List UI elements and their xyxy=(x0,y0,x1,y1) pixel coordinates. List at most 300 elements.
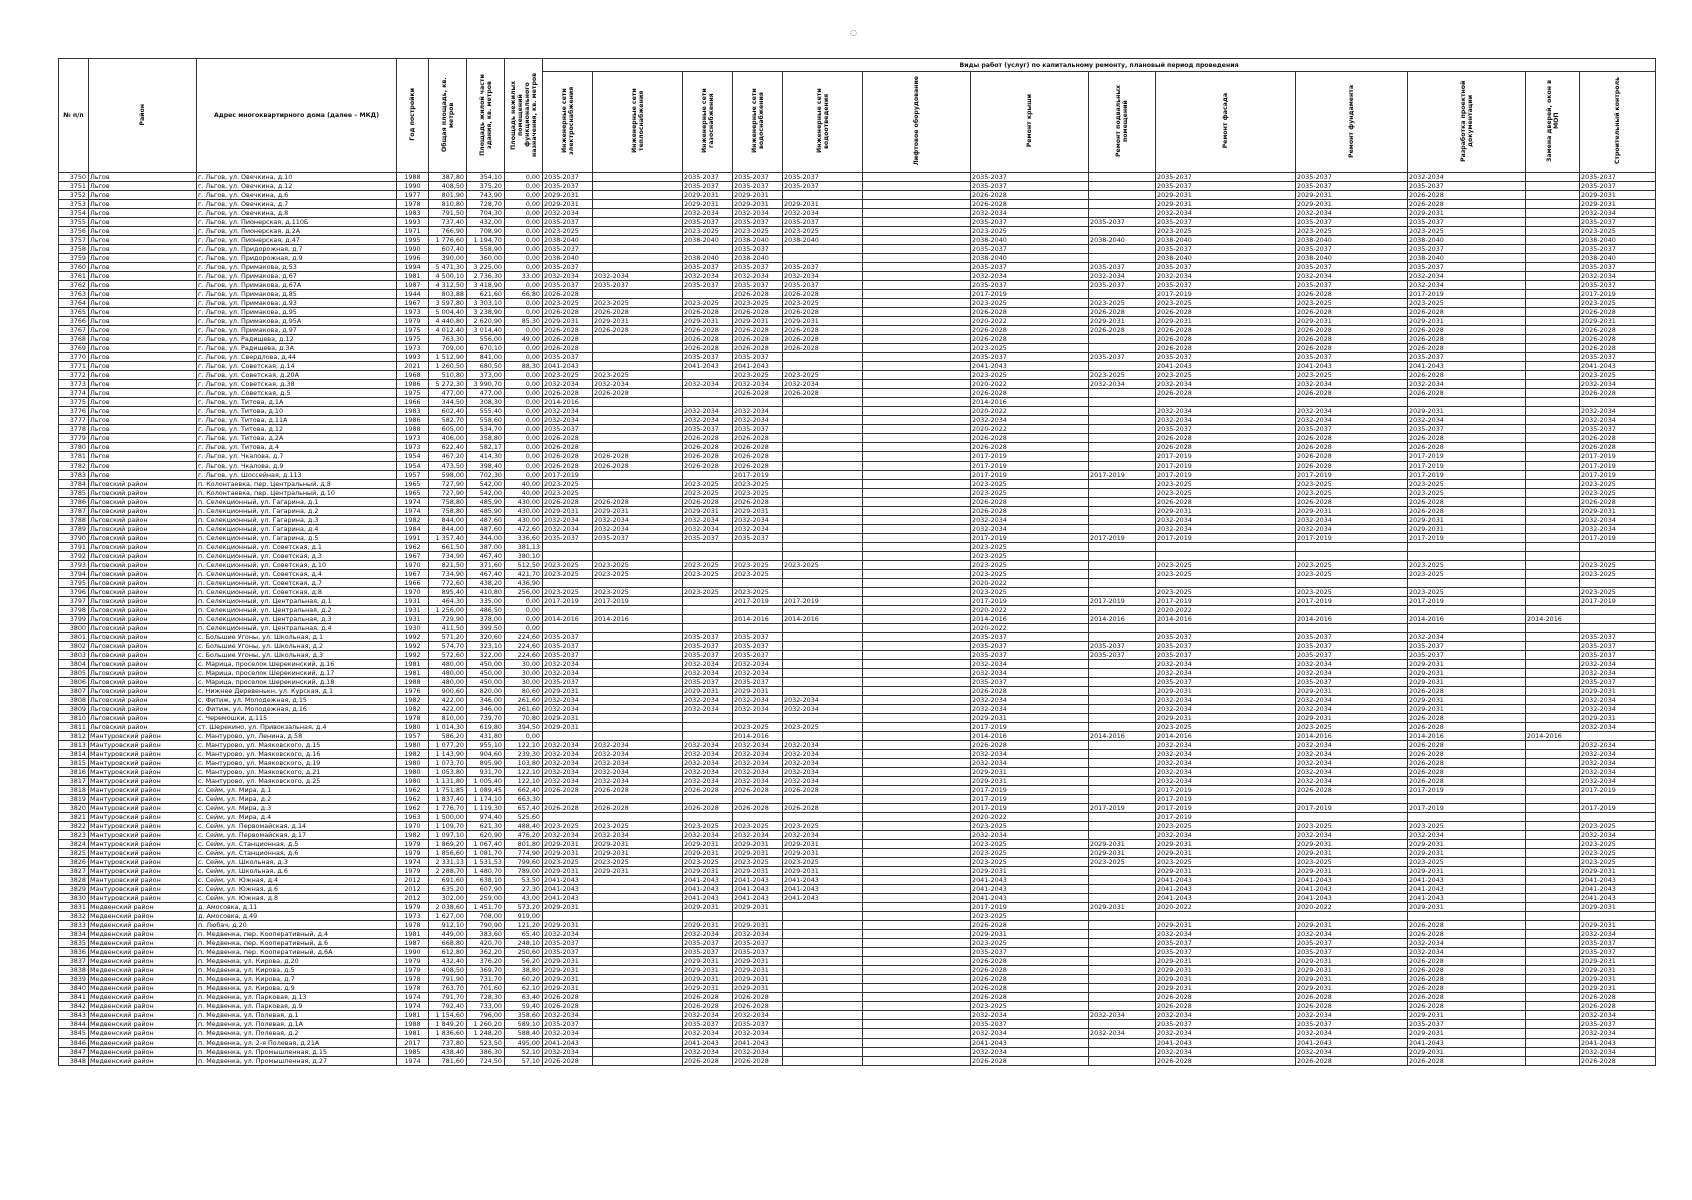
cell-total-area: 727,90 xyxy=(429,488,467,497)
cell-heating xyxy=(593,1020,683,1029)
cell-electric: 2029-2031 xyxy=(543,957,593,966)
cell-address: с. Нижнее Деревенькн, ул. Курская, д.1 xyxy=(197,686,397,695)
cell-elevator xyxy=(863,596,971,605)
cell-facade: 2032-2034 xyxy=(1156,704,1296,713)
cell-electric: 2041-2043 xyxy=(543,885,593,894)
cell-facade: 2017-2019 xyxy=(1156,786,1296,795)
cell-gas xyxy=(683,731,733,740)
cell-nonres-area: 121,20 xyxy=(505,921,543,930)
cell-sewerage: 2029-2031 xyxy=(783,200,863,209)
cell-address: с. Сейм, ул. Первомайская, д.17 xyxy=(197,831,397,840)
cell-num: 3754 xyxy=(59,209,89,218)
cell-nonres-area: 512,50 xyxy=(505,560,543,569)
table-row xyxy=(59,623,1656,632)
cell-water: 2035-2037 xyxy=(733,173,783,182)
cell-construction-control: 2035-2037 xyxy=(1580,677,1656,686)
cell-design-docs: 2032-2034 xyxy=(1408,939,1526,948)
cell-district: Льговский район xyxy=(89,632,197,641)
cell-water: 2023-2025 xyxy=(733,587,783,596)
cell-roof: 2035-2037 xyxy=(971,650,1089,659)
cell-num: 3805 xyxy=(59,668,89,677)
cell-electric: 2035-2037 xyxy=(543,263,593,272)
cell-water: 2032-2034 xyxy=(733,524,783,533)
cell-foundation: 2023-2025 xyxy=(1296,227,1408,236)
cell-heating xyxy=(593,209,683,218)
cell-electric: 2026-2028 xyxy=(543,804,593,813)
cell-num: 3752 xyxy=(59,191,89,200)
cell-roof: 2029-2031 xyxy=(971,930,1089,939)
cell-living-area: 1 248,20 xyxy=(467,1029,505,1038)
cell-sewerage: 2029-2031 xyxy=(783,840,863,849)
cell-address: п. Медвенка, ул. Полевая, д.1 xyxy=(197,1011,397,1020)
cell-water: 2041-2043 xyxy=(733,1038,783,1047)
table-row xyxy=(59,858,1656,867)
cell-sewerage: 2038-2040 xyxy=(783,236,863,245)
cell-gas: 2023-2025 xyxy=(683,569,733,578)
cell-electric: 2032-2034 xyxy=(543,272,593,281)
cell-heating: 2032-2034 xyxy=(593,524,683,533)
cell-year: 1984 xyxy=(397,524,429,533)
cell-heating: 2029-2031 xyxy=(593,506,683,515)
cell-foundation: 2035-2037 xyxy=(1296,218,1408,227)
cell-district: Медвенский район xyxy=(89,1020,197,1029)
cell-water: 2026-2028 xyxy=(733,1056,783,1065)
cell-elevator xyxy=(863,921,971,930)
cell-living-area: 360,00 xyxy=(467,254,505,263)
cell-water: 2023-2025 xyxy=(733,227,783,236)
cell-basement: 2023-2025 xyxy=(1089,858,1156,867)
cell-sewerage: 2017-2019 xyxy=(783,596,863,605)
cell-doors-windows xyxy=(1526,768,1580,777)
cell-year: 1962 xyxy=(397,786,429,795)
cell-roof: 2026-2028 xyxy=(971,308,1089,317)
cell-gas: 2035-2037 xyxy=(683,425,733,434)
cell-year: 1968 xyxy=(397,371,429,380)
cell-elevator xyxy=(863,227,971,236)
header-work-3: Инженерные сети водоснабжения xyxy=(733,72,783,173)
cell-electric: 2026-2028 xyxy=(543,1056,593,1065)
cell-living-area: 373,00 xyxy=(467,371,505,380)
cell-doors-windows xyxy=(1526,759,1580,768)
cell-roof: 2029-2031 xyxy=(971,713,1089,722)
table-row xyxy=(59,362,1656,371)
cell-roof: 2023-2025 xyxy=(971,912,1089,921)
cell-electric: 2026-2028 xyxy=(543,344,593,353)
cell-heating xyxy=(593,362,683,371)
cell-total-area: 763,30 xyxy=(429,335,467,344)
cell-district: Мантуровский район xyxy=(89,777,197,786)
cell-construction-control: 2035-2037 xyxy=(1580,218,1656,227)
cell-district: Мантуровский район xyxy=(89,786,197,795)
cell-total-area: 473,50 xyxy=(429,461,467,470)
cell-gas: 2026-2028 xyxy=(683,434,733,443)
cell-water: 2035-2037 xyxy=(733,632,783,641)
cell-doors-windows xyxy=(1526,425,1580,434)
cell-num: 3774 xyxy=(59,389,89,398)
table-row xyxy=(59,993,1656,1002)
cell-year: 1980 xyxy=(397,740,429,749)
table-row xyxy=(59,569,1656,578)
cell-heating: 2032-2034 xyxy=(593,380,683,389)
cell-address: п. Селекционный, ул. Советская, д.3 xyxy=(197,551,397,560)
cell-basement xyxy=(1089,587,1156,596)
cell-facade: 2026-2028 xyxy=(1156,335,1296,344)
cell-facade: 2023-2025 xyxy=(1156,560,1296,569)
cell-water: 2032-2034 xyxy=(733,668,783,677)
cell-basement xyxy=(1089,659,1156,668)
cell-district: Медвенский район xyxy=(89,912,197,921)
cell-district: Мантуровский район xyxy=(89,804,197,813)
cell-elevator xyxy=(863,713,971,722)
cell-living-area: 708,00 xyxy=(467,912,505,921)
cell-design-docs: 2017-2019 xyxy=(1408,804,1526,813)
cell-doors-windows xyxy=(1526,326,1580,335)
cell-roof: 2014-2016 xyxy=(971,614,1089,623)
cell-nonres-area: 336,60 xyxy=(505,533,543,542)
cell-heating xyxy=(593,912,683,921)
cell-roof: 2026-2028 xyxy=(971,1056,1089,1065)
cell-heating: 2029-2031 xyxy=(593,317,683,326)
cell-construction-control: 2026-2028 xyxy=(1580,1056,1656,1065)
cell-water: 2029-2031 xyxy=(733,191,783,200)
cell-gas: 2029-2031 xyxy=(683,686,733,695)
cell-total-area: 737,80 xyxy=(429,1038,467,1047)
cell-doors-windows xyxy=(1526,1056,1580,1065)
cell-roof: 2026-2028 xyxy=(971,957,1089,966)
cell-water xyxy=(733,795,783,804)
cell-address: п. Селекционный, ул. Гагарина, д.5 xyxy=(197,533,397,542)
cell-electric: 2029-2031 xyxy=(543,867,593,876)
cell-facade: 2041-2043 xyxy=(1156,362,1296,371)
cell-sewerage xyxy=(783,813,863,822)
cell-gas: 2035-2037 xyxy=(683,281,733,290)
cell-facade: 2032-2034 xyxy=(1156,659,1296,668)
cell-water: 2035-2037 xyxy=(733,677,783,686)
cell-year: 1963 xyxy=(397,813,429,822)
cell-district: Льговский район xyxy=(89,497,197,506)
cell-doors-windows xyxy=(1526,389,1580,398)
cell-year: 1957 xyxy=(397,470,429,479)
cell-design-docs xyxy=(1408,912,1526,921)
cell-year: 1974 xyxy=(397,1002,429,1011)
cell-total-area: 1 260,50 xyxy=(429,362,467,371)
cell-district: Медвенский район xyxy=(89,993,197,1002)
cell-doors-windows: 2014-2016 xyxy=(1526,731,1580,740)
cell-sewerage xyxy=(783,470,863,479)
cell-electric: 2032-2034 xyxy=(543,407,593,416)
cell-heating xyxy=(593,488,683,497)
cell-electric: 2026-2028 xyxy=(543,443,593,452)
cell-total-area: 844,00 xyxy=(429,515,467,524)
cell-facade: 2026-2028 xyxy=(1156,326,1296,335)
cell-water xyxy=(733,398,783,407)
cell-living-area: 534,70 xyxy=(467,425,505,434)
cell-gas: 2029-2031 xyxy=(683,849,733,858)
cell-water: 2032-2034 xyxy=(733,1011,783,1020)
cell-num: 3755 xyxy=(59,218,89,227)
cell-num: 3841 xyxy=(59,993,89,1002)
cell-elevator xyxy=(863,930,971,939)
cell-num: 3750 xyxy=(59,173,89,182)
cell-water: 2032-2034 xyxy=(733,209,783,218)
cell-basement xyxy=(1089,605,1156,614)
cell-elevator xyxy=(863,722,971,731)
cell-num: 3826 xyxy=(59,858,89,867)
cell-electric: 2023-2025 xyxy=(543,822,593,831)
cell-num: 3827 xyxy=(59,867,89,876)
table-row xyxy=(59,587,1656,596)
cell-district: Льгов xyxy=(89,182,197,191)
cell-elevator xyxy=(863,173,971,182)
cell-heating xyxy=(593,993,683,1002)
cell-heating: 2032-2034 xyxy=(593,750,683,759)
cell-heating xyxy=(593,551,683,560)
cell-gas: 2029-2031 xyxy=(683,840,733,849)
cell-gas: 2029-2031 xyxy=(683,966,733,975)
cell-design-docs: 2026-2028 xyxy=(1408,1002,1526,1011)
cell-roof: 2026-2028 xyxy=(971,921,1089,930)
cell-elevator xyxy=(863,957,971,966)
cell-heating: 2032-2034 xyxy=(593,272,683,281)
cell-design-docs: 2026-2028 xyxy=(1408,722,1526,731)
cell-elevator xyxy=(863,542,971,551)
cell-facade: 2032-2034 xyxy=(1156,524,1296,533)
table-row xyxy=(59,822,1656,831)
table-row xyxy=(59,371,1656,380)
cell-electric: 2032-2034 xyxy=(543,659,593,668)
cell-basement xyxy=(1089,443,1156,452)
cell-district: Льгов xyxy=(89,425,197,434)
cell-design-docs: 2035-2037 xyxy=(1408,641,1526,650)
cell-gas: 2026-2028 xyxy=(683,804,733,813)
cell-doors-windows xyxy=(1526,596,1580,605)
cell-district: Мантуровский район xyxy=(89,894,197,903)
cell-nonres-area: 0,00 xyxy=(505,380,543,389)
cell-nonres-area: 65,40 xyxy=(505,930,543,939)
cell-heating xyxy=(593,1047,683,1056)
cell-heating xyxy=(593,398,683,407)
cell-foundation: 2035-2037 xyxy=(1296,939,1408,948)
cell-nonres-area: 799,60 xyxy=(505,858,543,867)
cell-year: 1967 xyxy=(397,551,429,560)
cell-electric: 2023-2025 xyxy=(543,587,593,596)
cell-facade: 2029-2031 xyxy=(1156,984,1296,993)
cell-gas: 2026-2028 xyxy=(683,443,733,452)
cell-design-docs: 2023-2025 xyxy=(1408,858,1526,867)
cell-water xyxy=(733,605,783,614)
cell-nonres-area: 0,00 xyxy=(505,623,543,632)
cell-living-area: 387,00 xyxy=(467,542,505,551)
cell-address: с. Марица, проселок Шерекинский, д.17 xyxy=(197,668,397,677)
cell-total-area: 1 357,40 xyxy=(429,533,467,542)
cell-basement: 2032-2034 xyxy=(1089,272,1156,281)
cell-living-area: 558,60 xyxy=(467,416,505,425)
cell-total-area: 510,80 xyxy=(429,371,467,380)
cell-heating: 2023-2025 xyxy=(593,858,683,867)
cell-basement xyxy=(1089,290,1156,299)
cell-design-docs: 2032-2034 xyxy=(1408,281,1526,290)
cell-address: с. Сейм, ул. Школьная, д.6 xyxy=(197,867,397,876)
cell-basement: 2029-2031 xyxy=(1089,849,1156,858)
cell-doors-windows xyxy=(1526,191,1580,200)
cell-elevator xyxy=(863,831,971,840)
cell-sewerage xyxy=(783,1029,863,1038)
cell-foundation: 2014-2016 xyxy=(1296,614,1408,623)
cell-total-area: 1 776,70 xyxy=(429,804,467,813)
cell-construction-control: 2038-2040 xyxy=(1580,236,1656,245)
cell-roof: 2023-2025 xyxy=(971,371,1089,380)
cell-elevator xyxy=(863,777,971,786)
cell-basement xyxy=(1089,740,1156,749)
cell-district: Льгов xyxy=(89,200,197,209)
cell-total-area: 387,80 xyxy=(429,173,467,182)
table-row xyxy=(59,380,1656,389)
cell-address: с. Большие Угоны, ул. Школьная, д.2 xyxy=(197,641,397,650)
cell-nonres-area: 40,00 xyxy=(505,488,543,497)
cell-gas: 2032-2034 xyxy=(683,740,733,749)
header-work-6: Ремонт крыши xyxy=(971,72,1089,173)
cell-electric xyxy=(543,731,593,740)
cell-nonres-area: 0,00 xyxy=(505,434,543,443)
cell-construction-control: 2029-2031 xyxy=(1580,713,1656,722)
cell-sewerage xyxy=(783,641,863,650)
cell-doors-windows xyxy=(1526,218,1580,227)
cell-elevator xyxy=(863,425,971,434)
cell-elevator xyxy=(863,263,971,272)
cell-construction-control: 2041-2043 xyxy=(1580,876,1656,885)
cell-sewerage: 2032-2034 xyxy=(783,759,863,768)
cell-gas: 2032-2034 xyxy=(683,209,733,218)
cell-electric: 2023-2025 xyxy=(543,299,593,308)
table-row xyxy=(59,1020,1656,1029)
cell-district: Льгов xyxy=(89,236,197,245)
cell-construction-control: 2035-2037 xyxy=(1580,948,1656,957)
cell-total-area: 844,00 xyxy=(429,524,467,533)
cell-water: 2035-2037 xyxy=(733,245,783,254)
cell-electric: 2032-2034 xyxy=(543,209,593,218)
cell-heating: 2032-2034 xyxy=(593,768,683,777)
cell-basement xyxy=(1089,245,1156,254)
cell-living-area: 477,00 xyxy=(467,389,505,398)
cell-year: 1982 xyxy=(397,750,429,759)
cell-elevator xyxy=(863,740,971,749)
cell-nonres-area: 63,40 xyxy=(505,993,543,1002)
cell-gas xyxy=(683,713,733,722)
cell-design-docs: 2029-2031 xyxy=(1408,407,1526,416)
cell-roof: 2023-2025 xyxy=(971,299,1089,308)
cell-total-area: 574,70 xyxy=(429,641,467,650)
cell-sewerage xyxy=(783,245,863,254)
cell-basement: 2032-2034 xyxy=(1089,1029,1156,1038)
table-row xyxy=(59,840,1656,849)
cell-doors-windows xyxy=(1526,686,1580,695)
table-row xyxy=(59,740,1656,749)
cell-num: 3834 xyxy=(59,930,89,939)
cell-design-docs: 2029-2031 xyxy=(1408,903,1526,912)
cell-electric: 2032-2034 xyxy=(543,831,593,840)
cell-year: 1982 xyxy=(397,695,429,704)
cell-nonres-area: 256,00 xyxy=(505,587,543,596)
cell-total-area: 422,00 xyxy=(429,704,467,713)
cell-electric: 2032-2034 xyxy=(543,524,593,533)
cell-doors-windows xyxy=(1526,867,1580,876)
cell-electric: 2041-2043 xyxy=(543,1038,593,1047)
cell-electric: 2038-2040 xyxy=(543,236,593,245)
cell-facade: 2035-2037 xyxy=(1156,939,1296,948)
cell-design-docs: 2014-2016 xyxy=(1408,614,1526,623)
table-row xyxy=(59,533,1656,542)
cell-basement: 2014-2016 xyxy=(1089,731,1156,740)
table-row xyxy=(59,668,1656,677)
cell-district: Мантуровский район xyxy=(89,858,197,867)
cell-water: 2032-2034 xyxy=(733,1047,783,1056)
cell-heating: 2026-2028 xyxy=(593,497,683,506)
cell-design-docs: 2038-2040 xyxy=(1408,236,1526,245)
cell-foundation: 2032-2034 xyxy=(1296,740,1408,749)
cell-nonres-area: 381,13 xyxy=(505,542,543,551)
cell-nonres-area: 421,70 xyxy=(505,569,543,578)
cell-doors-windows xyxy=(1526,560,1580,569)
cell-water: 2014-2016 xyxy=(733,614,783,623)
cell-year: 1982 xyxy=(397,704,429,713)
cell-water: 2035-2037 xyxy=(733,182,783,191)
cell-foundation: 2032-2034 xyxy=(1296,768,1408,777)
cell-design-docs xyxy=(1408,578,1526,587)
cell-construction-control: 2026-2028 xyxy=(1580,344,1656,353)
cell-total-area: 709,00 xyxy=(429,344,467,353)
cell-nonres-area: 70,80 xyxy=(505,713,543,722)
cell-year: 1990 xyxy=(397,182,429,191)
cell-doors-windows xyxy=(1526,822,1580,831)
cell-water: 2029-2031 xyxy=(733,867,783,876)
cell-nonres-area: 0,00 xyxy=(505,200,543,209)
cell-design-docs: 2035-2037 xyxy=(1408,1020,1526,1029)
cell-elevator xyxy=(863,587,971,596)
cell-construction-control: 2032-2034 xyxy=(1580,704,1656,713)
cell-water xyxy=(733,813,783,822)
cell-num: 3776 xyxy=(59,407,89,416)
cell-doors-windows xyxy=(1526,623,1580,632)
cell-foundation xyxy=(1296,398,1408,407)
cell-foundation: 2023-2025 xyxy=(1296,822,1408,831)
cell-total-area: 406,00 xyxy=(429,434,467,443)
cell-doors-windows xyxy=(1526,948,1580,957)
cell-construction-control: 2026-2028 xyxy=(1580,389,1656,398)
cell-roof: 2032-2034 xyxy=(971,831,1089,840)
cell-foundation: 2029-2031 xyxy=(1296,957,1408,966)
table-row xyxy=(59,984,1656,993)
cell-basement: 2023-2025 xyxy=(1089,299,1156,308)
cell-living-area: 438,20 xyxy=(467,578,505,587)
cell-gas xyxy=(683,623,733,632)
cell-nonres-area: 33,00 xyxy=(505,272,543,281)
cell-design-docs xyxy=(1408,551,1526,560)
cell-doors-windows xyxy=(1526,254,1580,263)
table-row xyxy=(59,290,1656,299)
cell-facade: 2029-2031 xyxy=(1156,191,1296,200)
cell-elevator xyxy=(863,786,971,795)
cell-elevator xyxy=(863,416,971,425)
cell-construction-control: 2032-2034 xyxy=(1580,759,1656,768)
cell-year: 1981 xyxy=(397,930,429,939)
cell-district: Льгов xyxy=(89,218,197,227)
cell-water: 2032-2034 xyxy=(733,380,783,389)
cell-elevator xyxy=(863,578,971,587)
cell-elevator xyxy=(863,939,971,948)
cell-basement: 2029-2031 xyxy=(1089,903,1156,912)
cell-construction-control: 2035-2037 xyxy=(1580,650,1656,659)
cell-doors-windows xyxy=(1526,263,1580,272)
